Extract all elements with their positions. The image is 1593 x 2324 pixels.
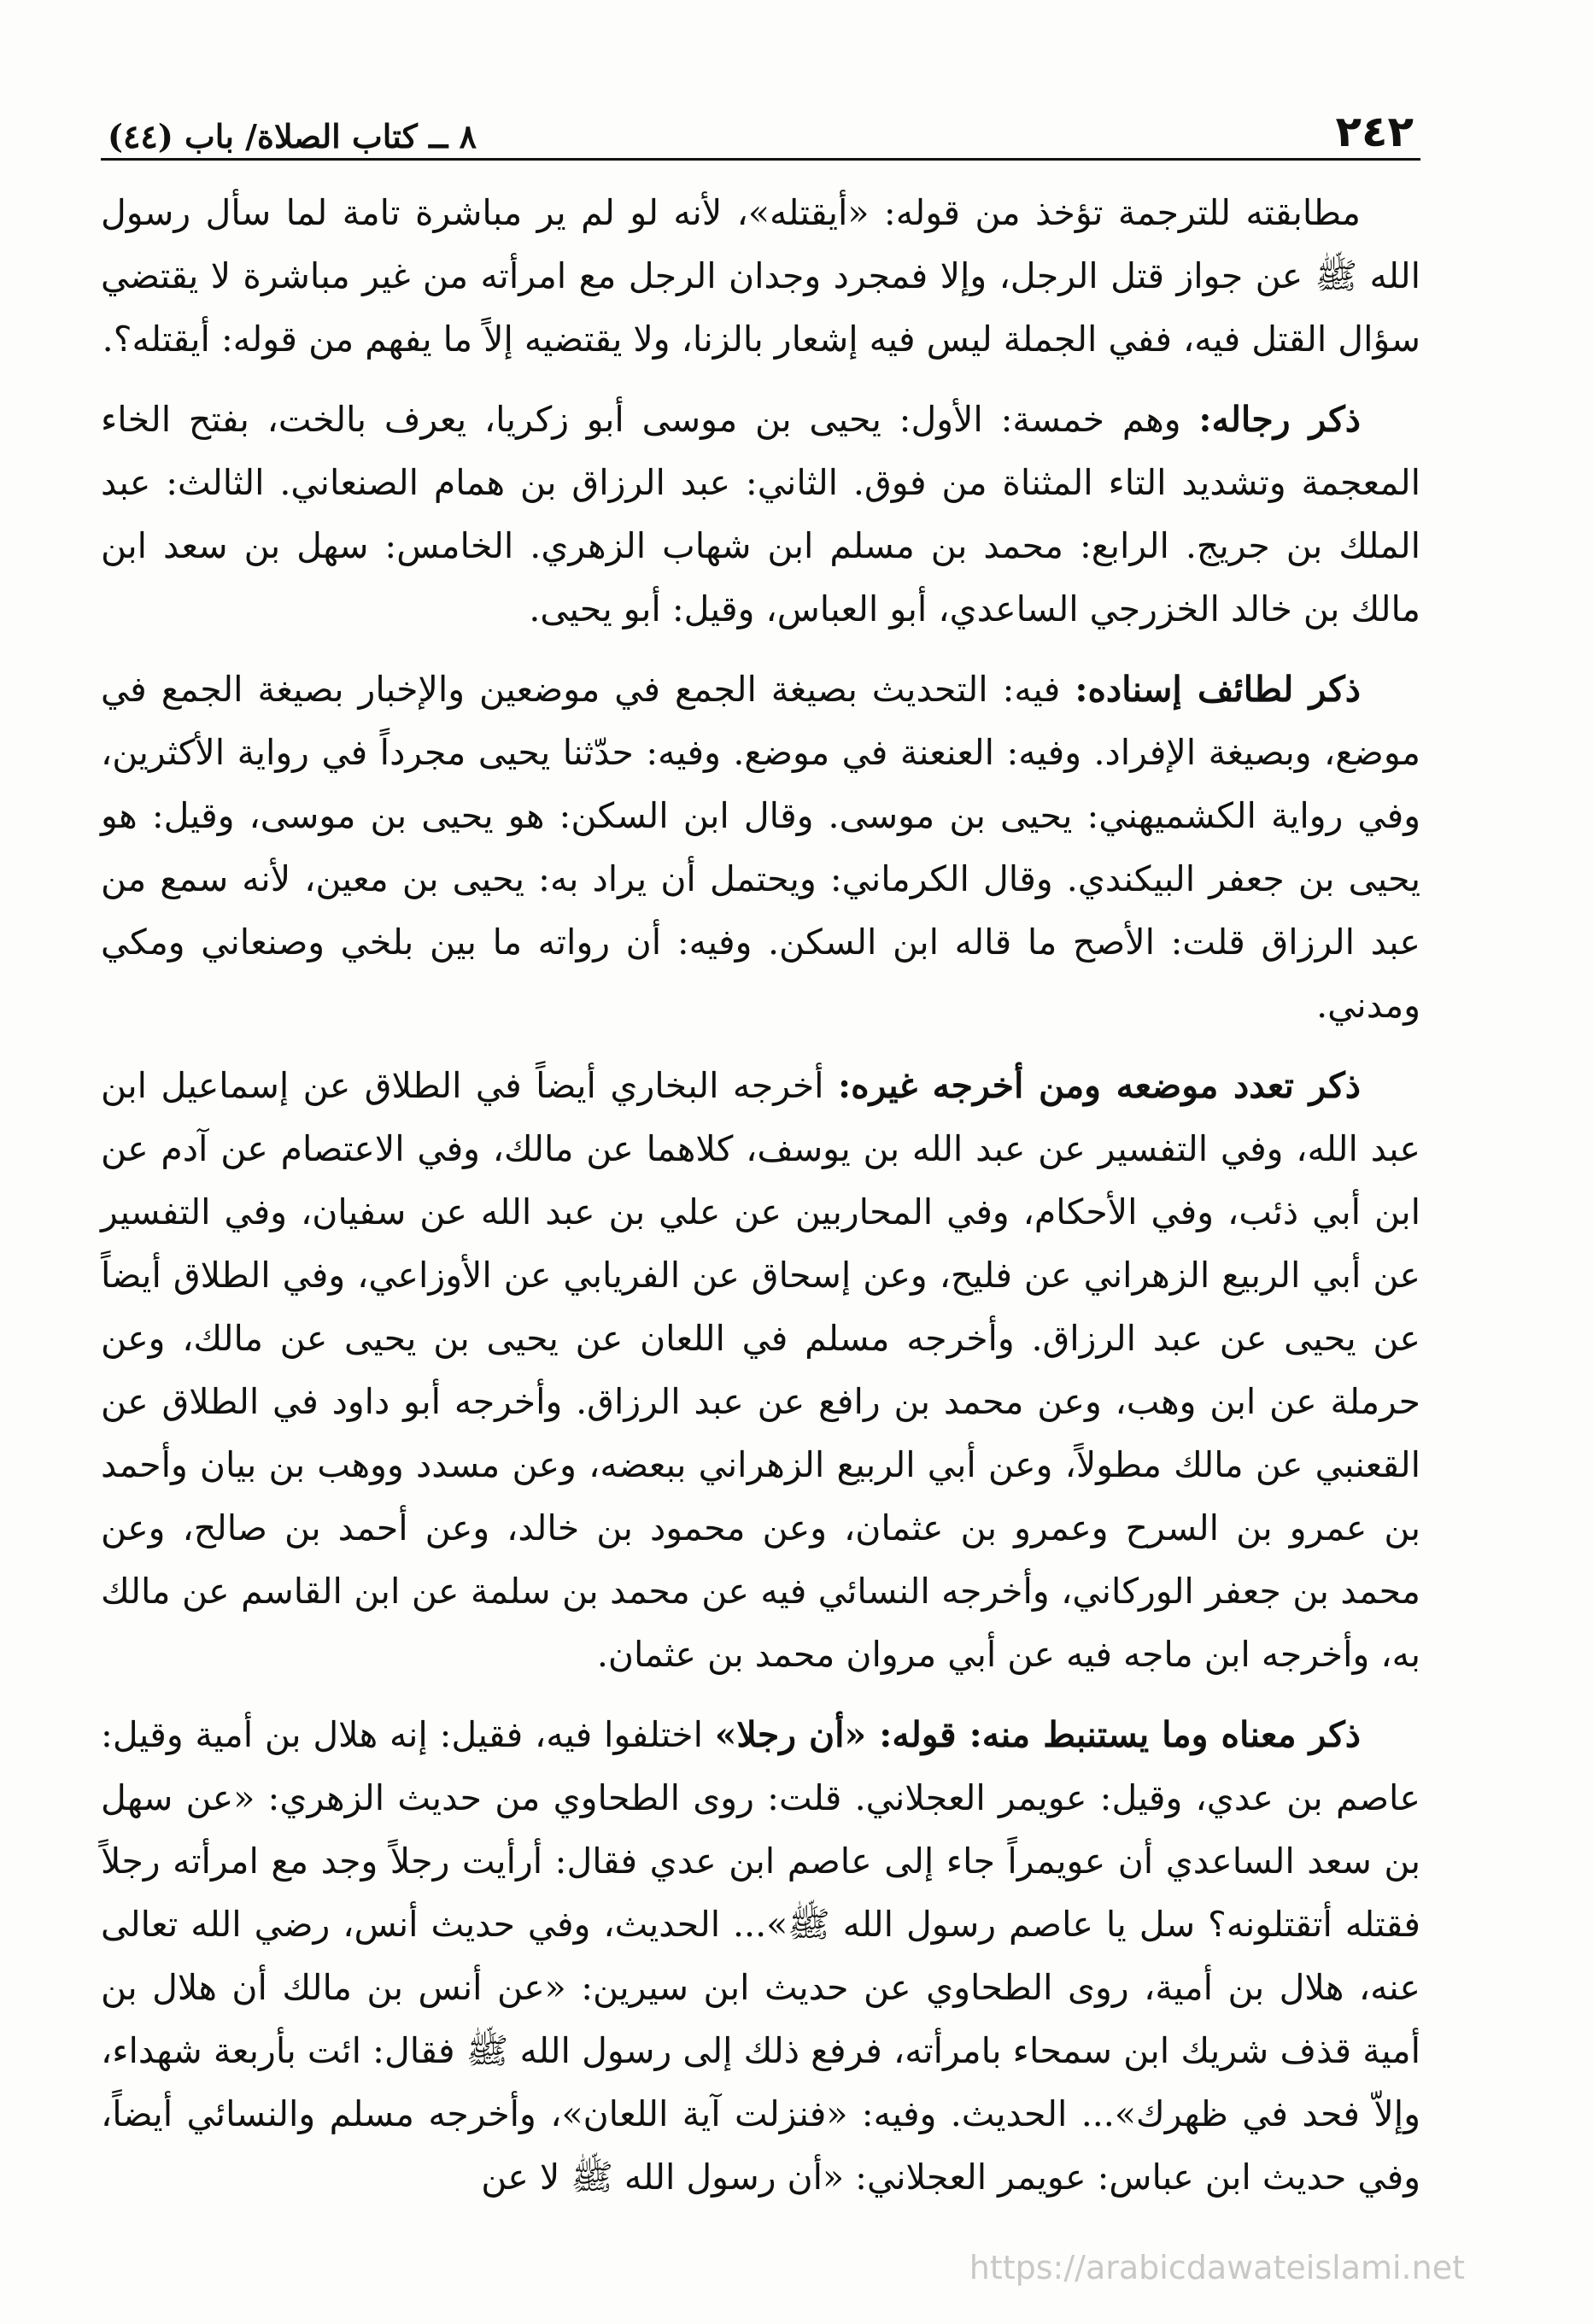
paragraph-meaning [101, 1703, 1420, 2209]
paragraph-heading: ذكر رجاله: [1198, 399, 1362, 440]
paragraph-isnad [101, 658, 1420, 1037]
paragraph-narrators [101, 388, 1420, 641]
page-header [101, 94, 1420, 161]
book-page [101, 94, 1420, 2280]
paragraph-text: فيه: التحديث بصيغة الجمع في موضعين والإخبار بصيغة الجمع في موضع، وبصيغة الإفراد. وفيه: العنعنة في موضع. وفيه: حدّثنا يحيى مجرداً في رواية الأكثرين، وفي رواية الكشميهني: يحيى بن موسى. وقال ابن السكن: هو يحيى بن موسى، وقيل: هو يحيى بن جعفر البيكندي. وقال الكرماني: ويحتمل أن يراد به: يحيى بن معين، لأنه سمع من عبد الرزاق قلت: الأصح ما قاله ابن السكن. وفيه: أن رواته ما بين بلخي وصنعاني ومكي ومدني. [101, 669, 1420, 1026]
watermark-url: https://arabicdawateislami.net [969, 2249, 1465, 2286]
paragraph-text: مطابقته للترجمة تؤخذ من قوله: «أيقتله»، لأنه لو لم ير مباشرة تامة لما سأل رسول الله ﷺ عن جواز قتل الرجل، وإلا فمجرد وجدان الرجل مع امرأته من غير مباشرة لا يقتضي سؤال القتل فيه، ففي الجملة ليس فيه إشعار بالزنا، ولا يقتضيه إلاً ما يفهم من قوله: أيقتله؟. [101, 192, 1420, 360]
paragraph-heading: ذكر لطائف إسناده: [1075, 669, 1361, 710]
paragraph-text: اختلفوا فيه، فقيل: إنه هلال بن أمية وقيل: عاصم بن عدي، وقيل: عويمر العجلاني. قلت: روى الطحاوي من حديث الزهري: «عن سهل بن سعد الساعدي أن عويمراً جاء إلى عاصم ابن عدي فقال: أرأيت رجلاً وجد مع امرأته رجلاً فقتله أتقتلونه؟ سل يا عاصم رسول الله ﷺ»... الحديث، وفي حديث أنس، رضي الله تعالى عنه، هلال بن أمية، روى الطحاوي عن حديث ابن سيرين: «عن أنس بن مالك أن هلال بن أمية قذف شريك ابن سمحاء بامرأته، فرفع ذلك إلى رسول الله ﷺ فقال: ائت بأربعة شهداء، وإلاّ فحد في ظهرك»... الحديث. وفيه: «فنزلت آية اللعان»، وأخرجه مسلم والنسائي أيضاً، وفي حديث ابن عباس: عويمر العجلاني: «أن رسول الله ﷺ لا عن [101, 1714, 1420, 2198]
page-number: ٢٤٢ [1335, 107, 1414, 156]
page-body [101, 181, 1420, 2209]
paragraph-text: وهم خمسة: الأول: يحيى بن موسى أبو زكريا، يعرف بالخت، بفتح الخاء المعجمة وتشديد التاء المثناة من فوق. الثاني: عبد الرزاق بن همام الصنعاني. الثالث: عبد الملك بن جريج. الرابع: محمد بن مسلم ابن شهاب الزهري. الخامس: سهل بن سعد ابن مالك بن خالد الخزرجي الساعدي، أبو العباس، وقيل: أبو يحيى. [101, 399, 1420, 629]
paragraph-heading: ذكر تعدد موضعه ومن أخرجه غيره: [837, 1065, 1361, 1106]
paragraph-sources [101, 1054, 1420, 1686]
running-title: ٨ ــ كتاب الصلاة/ باب (٤٤) [108, 117, 477, 155]
paragraph-intro [101, 181, 1420, 371]
paragraph-heading: ذكر معناه وما يستنبط منه: قوله: «أن رجلا» [714, 1714, 1361, 1755]
paragraph-text: أخرجه البخاري أيضاً في الطلاق عن إسماعيل ابن عبد الله، وفي التفسير عن عبد الله بن يوسف، كلاهما عن مالك، وفي الاعتصام عن آدم عن ابن أبي ذئب، وفي الأحكام، وفي المحاربين عن علي بن عبد الله عن سفيان، وفي التفسير عن أبي الربيع الزهراني عن فليح، وعن إسحاق عن الفريابي عن الأوزاعي، وفي الطلاق أيضاً عن يحيى عن عبد الرزاق. وأخرجه مسلم في اللعان عن يحيى بن يحيى عن مالك، وعن حرملة عن ابن وهب، وعن محمد بن رافع عن عبد الرزاق. وأخرجه أبو داود في الطلاق عن القعنبي عن مالك مطولاً، وعن أبي الربيع الزهراني ببعضه، وعن مسدد ووهب بن بيان وأحمد بن عمرو بن السرح وعمرو بن عثمان، وعن محمود بن خالد، وعن أحمد بن صالح، وعن محمد بن جعفر الوركاني، وأخرجه النسائي فيه عن محمد بن سلمة عن ابن القاسم عن مالك به، وأخرجه ابن ماجه فيه عن أبي مروان محمد بن عثمان. [101, 1065, 1420, 1675]
